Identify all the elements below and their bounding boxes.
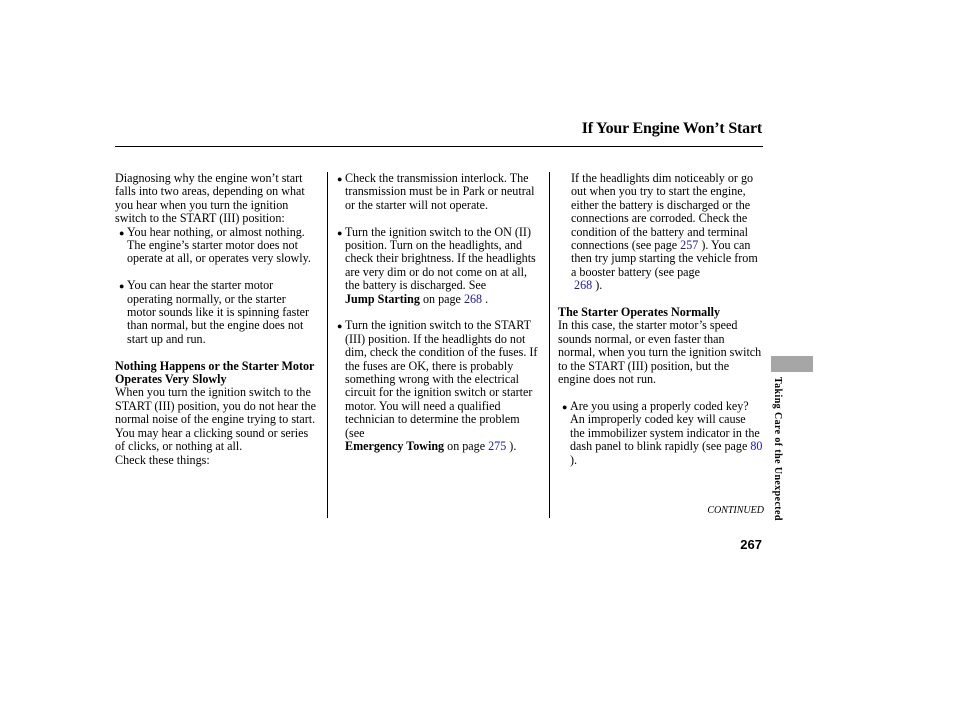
section-side-label: Taking Care of the Unexpected [772,377,783,521]
section-tab [771,356,813,372]
battery-paragraph: If the headlights dim noticeably or go out when you try to start the engine, either the battery is discharged or the connections are corroded. Check the condition of the battery and terminal connections (see page 257 ). You can then try jump starting the vehicle from a booster battery (see page 268 ). [571,171,758,293]
list-item: ● Check the transmission interlock. The transmission must be in Park or neutral or the starter will not operate. [337,171,535,212]
bullet-icon: ● [562,401,568,412]
subheading-nothing-happens: Nothing Happens or the Starter Motor Operates Very Slowly [115,358,315,387]
bullet-icon: ● [337,227,343,238]
title-rule [115,146,763,147]
column-1 [115,172,317,467]
page-link-268[interactable]: 268 [463,291,483,306]
page-number: 267 [740,537,762,552]
column-divider [327,172,328,518]
check-these-label: Check these things: [115,452,210,467]
list-item: ● You hear nothing, or almost nothing. The engine’s starter motor does not operate at all, or operates very slowly. [119,224,311,266]
list-item: ● You can hear the starter motor operating normally, or the starter motor sounds like it is spinning faster than normal, but the engine does not start up and run. [119,278,310,346]
page-link-80[interactable]: 80 [750,439,763,454]
bullet-icon: ● [337,321,343,332]
column-divider [549,172,550,518]
subheading-starter-normal: The Starter Operates Normally [558,305,720,320]
list-item: ● Are you using a properly coded key? An improperly coded key will cause the immobilizer system indicator in the dash panel to blink rapidly (see page 80 ). [562,398,763,467]
page-link-268[interactable]: 268 [574,278,593,293]
body-paragraph: In this case, the starter motor’s speed sounds normal, or even faster than normal, when you turn the ignition switch to the START (III) position, but the engine does not run. [558,318,762,387]
page-link-257[interactable]: 257 [680,238,699,253]
column-3 [558,172,763,467]
intro-paragraph: Diagnosing why the engine won’t start falls into two areas, depending on what you hear when you turn the ignition switch to the START (III) position: [115,171,305,226]
bullet-icon: ● [337,174,343,184]
body-paragraph: When you turn the ignition switch to the START (III) position, you do not hear the normal noise of the engine trying to start. You may hear a clicking sound or series of clicks, or nothing at all. [115,385,316,454]
list-item: ● Turn the ignition switch to the START (III) position. If the headlights do not dim, check the condition of the fuses. If the fuses are OK, there is probably something wrong with the electrical circuit for the ignition switch or starter motor. You will need a qualified technician to determine the problem (see Emergency Towing on page 275 ). [337,318,538,454]
page-link-275[interactable]: 275 [488,439,507,454]
bullet-icon: ● [119,281,125,292]
column-2 [337,172,540,454]
ref-emergency-towing: Emergency Towing [345,439,445,454]
page-title: If Your Engine Won’t Start [581,120,762,137]
ref-jump-starting: Jump Starting [345,291,420,306]
continued-label: CONTINUED [707,505,764,516]
bullet-icon: ● [119,227,125,238]
list-item: ● Turn the ignition switch to the ON (II) position. Turn on the headlights, and check their brightness. If the headlights are very dim or do not come on at all, the battery is discharged. See Jump Starting on page 268 . [337,224,536,306]
